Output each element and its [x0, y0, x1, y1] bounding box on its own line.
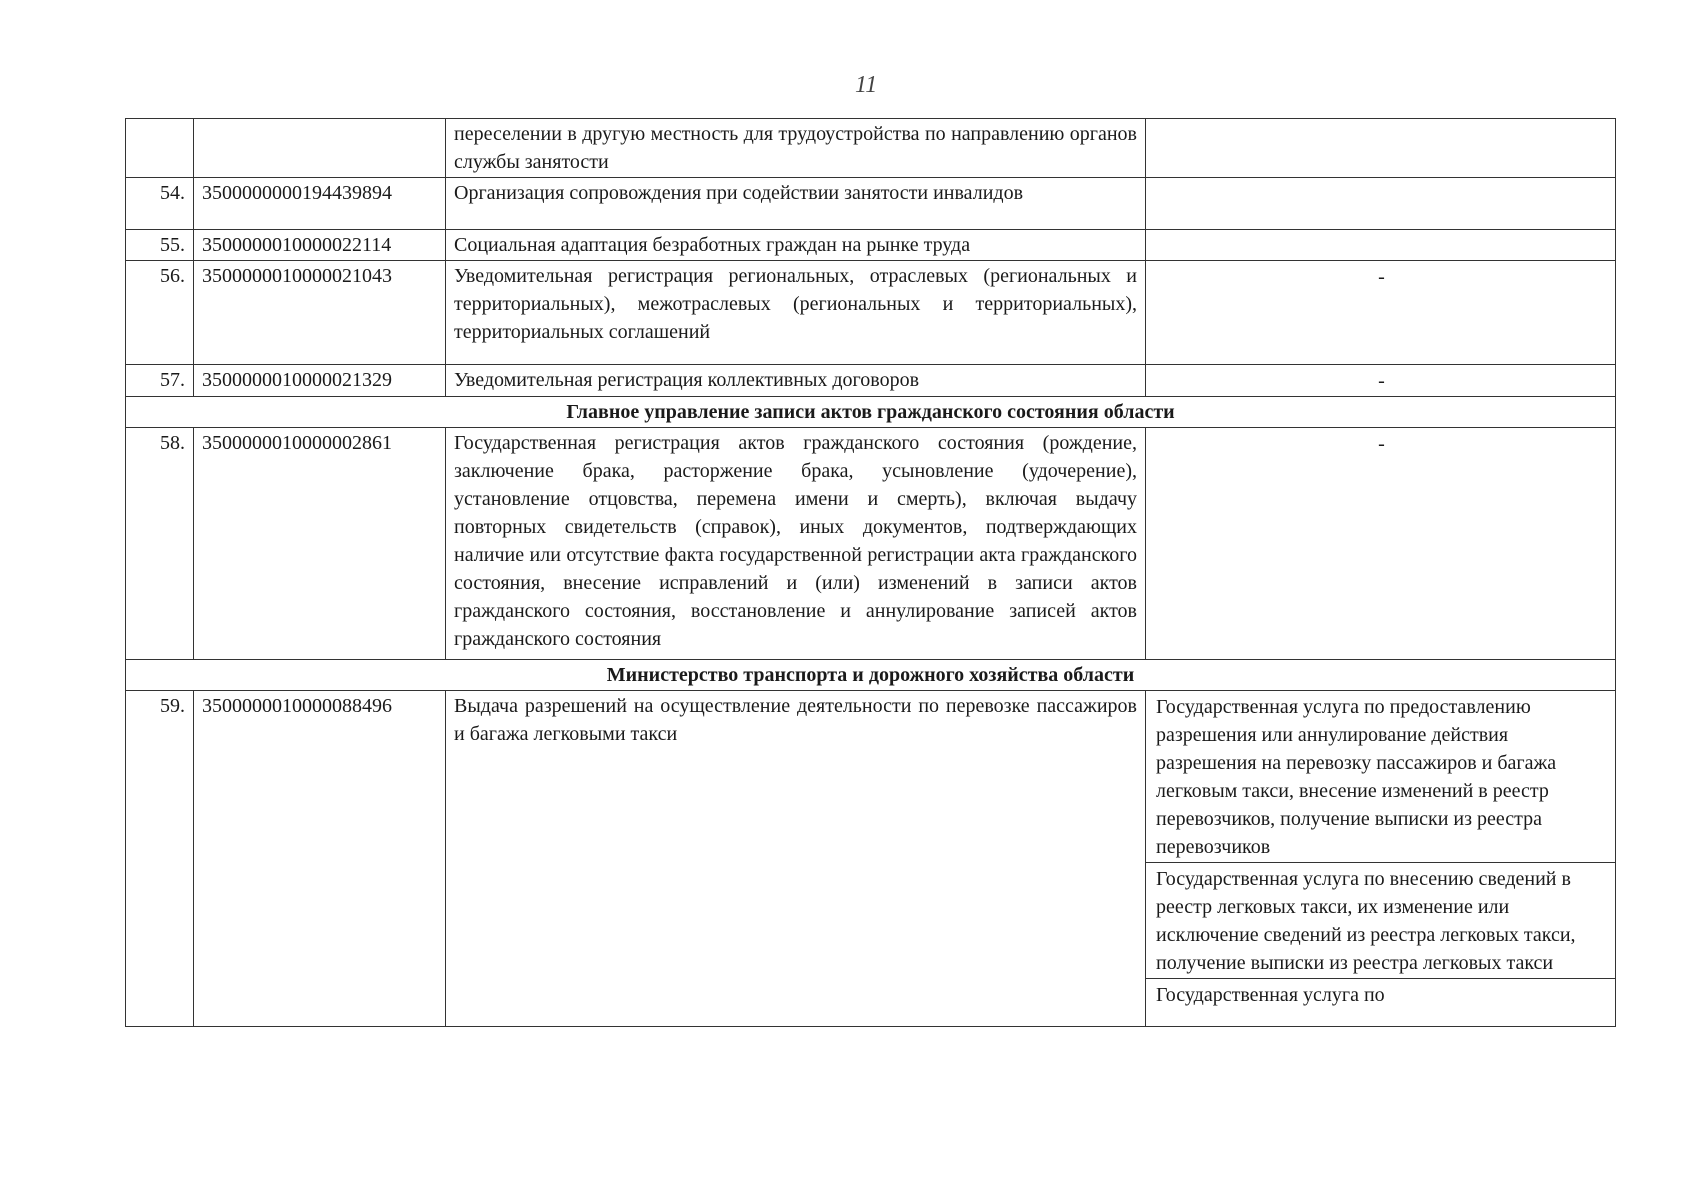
- related-service: -: [1378, 433, 1385, 455]
- related-services-cell: [1146, 365, 1616, 397]
- row-number: 54.: [126, 178, 194, 230]
- service-description: Организация сопровождения при содействии занятости инвалидов: [446, 178, 1146, 230]
- service-description: Выдача разрешений на осуществление деятельности по перевозке пассажиров и багажа легковыми такси: [446, 691, 1146, 1027]
- related-services-cell: [1146, 691, 1616, 1027]
- service-code: 3500000010000022114: [194, 230, 446, 261]
- section-title: Министерство транспорта и дорожного хозяйства области: [126, 660, 1616, 691]
- row-number: 56.: [126, 261, 194, 365]
- table-row: [126, 261, 1616, 365]
- service-description: Социальная адаптация безработных граждан на рынке труда: [446, 230, 1146, 261]
- services-table: [125, 118, 1616, 1027]
- row-number: 55.: [126, 230, 194, 261]
- service-code: [194, 119, 446, 178]
- table-row: [126, 119, 1616, 178]
- section-header-row: [126, 660, 1616, 691]
- related-services-cell: [1146, 178, 1616, 230]
- service-description: Уведомительная регистрация региональных, отраслевых (региональных и территориальных), межотраслевых (региональных и территориальных), территориальных соглашений: [446, 261, 1146, 365]
- section-header-row: [126, 397, 1616, 428]
- table-row: [126, 365, 1616, 397]
- row-number: 57.: [126, 365, 194, 397]
- related-service: -: [1378, 266, 1385, 288]
- related-service: [1146, 230, 1615, 233]
- service-description: Уведомительная регистрация коллективных договоров: [446, 365, 1146, 397]
- service-code: 3500000010000002861: [194, 428, 446, 660]
- related-services-cell: [1146, 119, 1616, 178]
- section-title: Главное управление записи актов гражданского состояния области: [126, 397, 1616, 428]
- table-row: [126, 691, 1616, 1027]
- related-service: Государственная услуга по внесению сведений в реестр легковых такси, их изменение или исключение сведений из реестра легковых такси, получение выписки из реестра легковых такси: [1146, 863, 1615, 979]
- table-row: [126, 178, 1616, 230]
- service-code: 3500000010000021329: [194, 365, 446, 397]
- row-number: 59.: [126, 691, 194, 1027]
- related-service: [1146, 178, 1615, 181]
- service-code: 3500000000194439894: [194, 178, 446, 230]
- row-number: 58.: [126, 428, 194, 660]
- related-service: [1146, 119, 1615, 122]
- table-row: [126, 428, 1616, 660]
- related-services-cell: [1146, 261, 1616, 365]
- related-services-cell: [1146, 428, 1616, 660]
- service-description: Государственная регистрация актов гражданского состояния (рождение, заключение брака, расторжение брака, усыновление (удочерение), установление отцовства, перемена имени и смерть), включая выдачу повторных свидетельств (справок), иных документов, подтверждающих наличие или отсутствие факта государственной регистрации акта гражданского состояния, внесение исправлений и (или) изменений в записи актов гражданского состояния, восстановление и аннулирование записей актов гражданского состояния: [446, 428, 1146, 660]
- related-services-cell: [1146, 230, 1616, 261]
- service-code: 3500000010000021043: [194, 261, 446, 365]
- table-row: [126, 230, 1616, 261]
- related-service: -: [1378, 370, 1385, 392]
- related-service: Государственная услуга по: [1156, 984, 1385, 1006]
- row-number: [126, 119, 194, 178]
- table-body: [126, 119, 1616, 1027]
- service-description: переселении в другую местность для трудоустройства по направлению органов службы занятости: [446, 119, 1146, 178]
- service-code: 3500000010000088496: [194, 691, 446, 1027]
- page-number: 11: [855, 72, 878, 98]
- related-service: Государственная услуга по предоставлению разрешения или аннулирование действия разрешения на перевозку пассажиров и багажа легковым такси, внесение изменений в реестр перевозчиков, получение выписки из реестра перевозчиков: [1146, 691, 1615, 863]
